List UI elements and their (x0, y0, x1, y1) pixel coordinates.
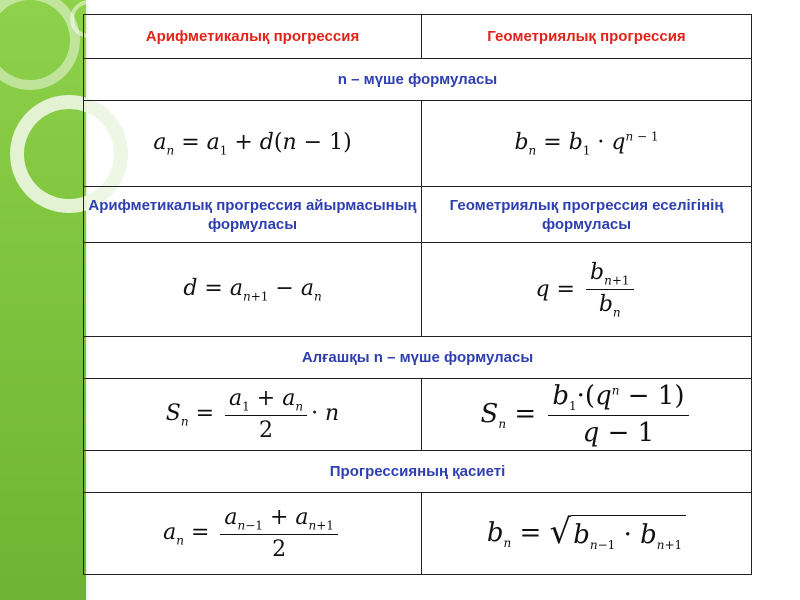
formula-geom-ratio: q = $\frac{b_{n+1}}{b_n}$ (422, 243, 752, 337)
section-property-label: Прогрессияның қасиеті (84, 451, 752, 493)
label-geom-ratio: Геометриялық прогрессия еселігінің формуласы (422, 187, 752, 243)
formula-geom-sum: $S_n$ = $\frac{b_1\cdot(q^n - 1)}{q - 1}$ (422, 379, 752, 451)
formula-geom-nth: $b_n = b_1 \cdot q^{n - 1}$ (422, 101, 752, 187)
formula-arith-sum: $S_n$ = $\frac{a_1 + a_n}{2}$ · n (84, 379, 422, 451)
section-sum-label: Алғашқы n – мүше формуласы (84, 337, 752, 379)
section-row-sum (84, 337, 752, 379)
progression-formulas-table (83, 14, 752, 575)
formula-row-sum (84, 379, 752, 451)
section-nth-term-label: n – мүше формуласы (84, 59, 752, 101)
label-row-difference (84, 187, 752, 243)
header-arithmetic: Арифметикалық прогрессия (84, 15, 422, 59)
formula-arith-nth: $a_n = a_1 + d(n - 1)$ (84, 101, 422, 187)
section-row-property (84, 451, 752, 493)
formula-row-nth-term (84, 101, 752, 187)
label-arith-difference: Арифметикалық прогрессия айырмасының формуласы (84, 187, 422, 243)
left-decorative-strip (0, 0, 86, 600)
header-geometric: Геометриялық прогрессия (422, 15, 752, 59)
formula-geom-property: $b_n$ = √ $b_{n-1} \cdot b_{n+1}$ (422, 493, 752, 575)
formula-arith-property: $a_n$ = $\frac{a_{n-1} + a_{n+1}}{2}$ (84, 493, 422, 575)
section-row-nth-term (84, 59, 752, 101)
formula-row-difference (84, 243, 752, 337)
formula-row-property (84, 493, 752, 575)
table-header-row (84, 15, 752, 59)
formula-arith-diff: $d = a_{n+1} - a_n$ (84, 243, 422, 337)
